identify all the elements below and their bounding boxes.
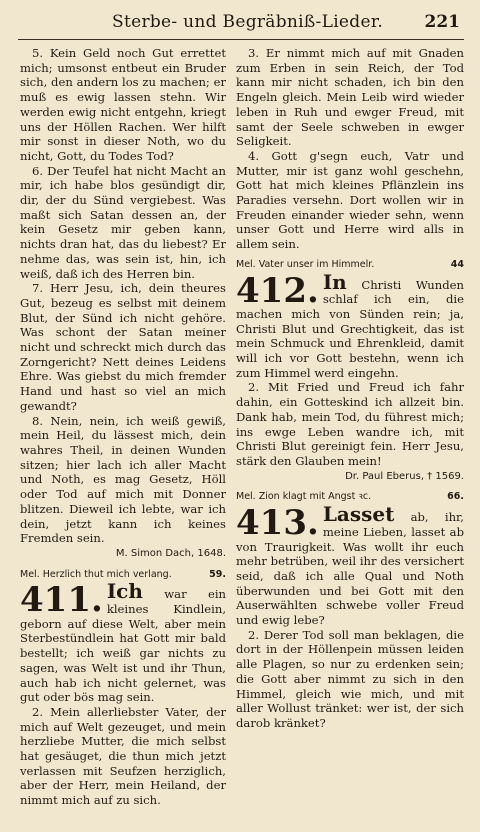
hymn-412-verse-1 [236,269,464,381]
verse-8: 8. Nein, nein, ich weiß gewiß, mein Heil, du lässest mich, dein wahres Theil, in deinen Wunden sitzen; hier lach ich aller Macht und Noth, es mag Gesetz, Höll oder Tod auf mich mit Donner blitzen. Dieweil ich lebte, war ich dein, jetzt kann ich keines Fremden sein. [20,413,226,546]
verse-7: 7. Herr Jesu, ich, dein theures Gut, bezeug es selbst mit deinem Blut, der Sünd ich nicht gehöre. Was schont der Satan meiner nicht und schreckt mich durch das Zorngericht? Nett deines Leidens Ehre. Was giebst du mich fremder Hand und hast so viel an mich gewandt? [20,281,226,413]
hymn-number-413: 413. [236,503,319,544]
hymn-412-verse-2: 2. Mit Fried und Freud ich fahr dahin, ein Gotteskind ich allzeit bin. Dank hab, mein Tod, du führest mich; ins ewge Leben wandre ich, mit Christi Blut gereinigt fein. Herr Jesu, stärk den Glauben mein! [236,380,464,468]
hymn-412-text: Christi Wunden schlaf ich ein, die machen mich von Sünden rein; ja, Christi Blut und Grechtigkeit, das ist mein Schmuck und Ehrenkleid, damit will ich vor Gott bestehn, wenn ich zum Himmel werd eingehn. [236,277,464,380]
melody-text: Mel. Zion klagt mit Angst ꝛc. [236,491,372,503]
verse-4: 4. Gott g'segn euch, Vatr und Mutter, mir ist ganz wohl geschehn, Gott hat mich kleines Pflänzlein ins Paradies versehn. Dort wollen wir in Freuden einander wieder sehn, wenn unser Gott und Herre wird alls in allem sein. [236,148,464,252]
dropcap-411: Ich [106,579,143,604]
hymn-411-text: war ein kleines Kindlein, geborn auf diese Welt, aber mein Sterbestündlein hat Gott mir bald bestellt; ich weiß gar nichts zu sagen, was Welt ist und ihr Thun, auch hab ich nicht gelernet, was gut oder bös mag sein. [20,587,226,705]
page-number: 221 [424,12,460,32]
author-signature: Dr. Paul Eberus, † 1569. [345,470,464,482]
hymn-413-text: ab, ihr, meine Lieben, lasset ab von Traurigkeit. Was wollt ihr euch mehr betrüben, weil ihr des versichert seid, daß ich alle Qual und Noth überwunden und bei Gott mit den Auserwählten schwebe voller Freud und ewig lebe? [236,510,464,628]
melody-ref: 66. [447,491,464,503]
verse-5: 5. Kein Geld noch Gut errettet mich; umsonst entbeut ein Bruder sich, den andern los zu machen; er muß es ewig lassen stehn. Wir werden ewig nicht entgehn, kriegt uns der Höllen Rachen. Wer hilft mir sonst in dieser Noth, wo du nicht, Gott, du Todes Tod? [20,46,226,163]
melody-line-412 [236,258,464,273]
verse-6: 6. Der Teufel hat nicht Macht an mir, ich habe blos gesündigt dir, dir, der du Sünd vergiebest. Was maßt sich Satan dessen an, der kein Gesetz mir geben kann, nichts dran hat, das du liebest? Er nehme das, was sein ist, hin, ich weiß, daß ich des Herren bin. [20,163,226,281]
page-header [0,10,480,38]
verse-3: 3. Er nimmt mich auf mit Gnaden zum Erben in sein Reich, der Tod kann mir nicht schaden, ich bin den Engeln gleich. Mein Leib wird wieder leben in Ruh und ewger Freud, mit samt der Seele schweben in ewger Seligkeit. [236,46,464,149]
melody-text: Mel. Herzlich thut mich verlang. [20,568,172,580]
author-signature: M. Simon Dach, 1648. [115,547,226,559]
left-column [20,46,226,826]
dropcap-412: In [322,269,347,294]
melody-ref: 59. [209,568,226,580]
dropcap-413: Lasset [322,502,395,527]
hymn-number-411: 411. [20,580,103,621]
melody-text: Mel. Vater unser im Himmelr. [236,258,375,270]
hymn-411-verse-1 [20,579,226,705]
hymn-number-412: 412. [236,270,319,311]
hymn-413-verse-1 [236,502,464,628]
melody-ref: 44 [450,258,464,270]
hymn-411-verse-2: 2. Mein allerliebster Vater, der mich auf Welt gezeuget, und mein herzliebe Mutter, die mich selbst hat gesäuget, die thun mich jetzt verlassen mit Seufzen herziglich, aber der Herr, mein Heiland, der nimmt mich auf zu sich. [20,704,226,808]
header-rule [18,39,464,40]
right-column [236,46,464,826]
running-title: Sterbe- und Begräbniß-Lieder. [112,12,384,32]
hymn-413-verse-2: 2. Derer Tod soll man beklagen, die dort in der Höllenpein müssen leiden alle Plagen, so nur zu erdenken sein; die Gott aber nimmt zu sich in den Himmel, gleich wie mich, und mit aller Wollust tränket: wer ist, der sich darob kränket? [236,627,464,730]
